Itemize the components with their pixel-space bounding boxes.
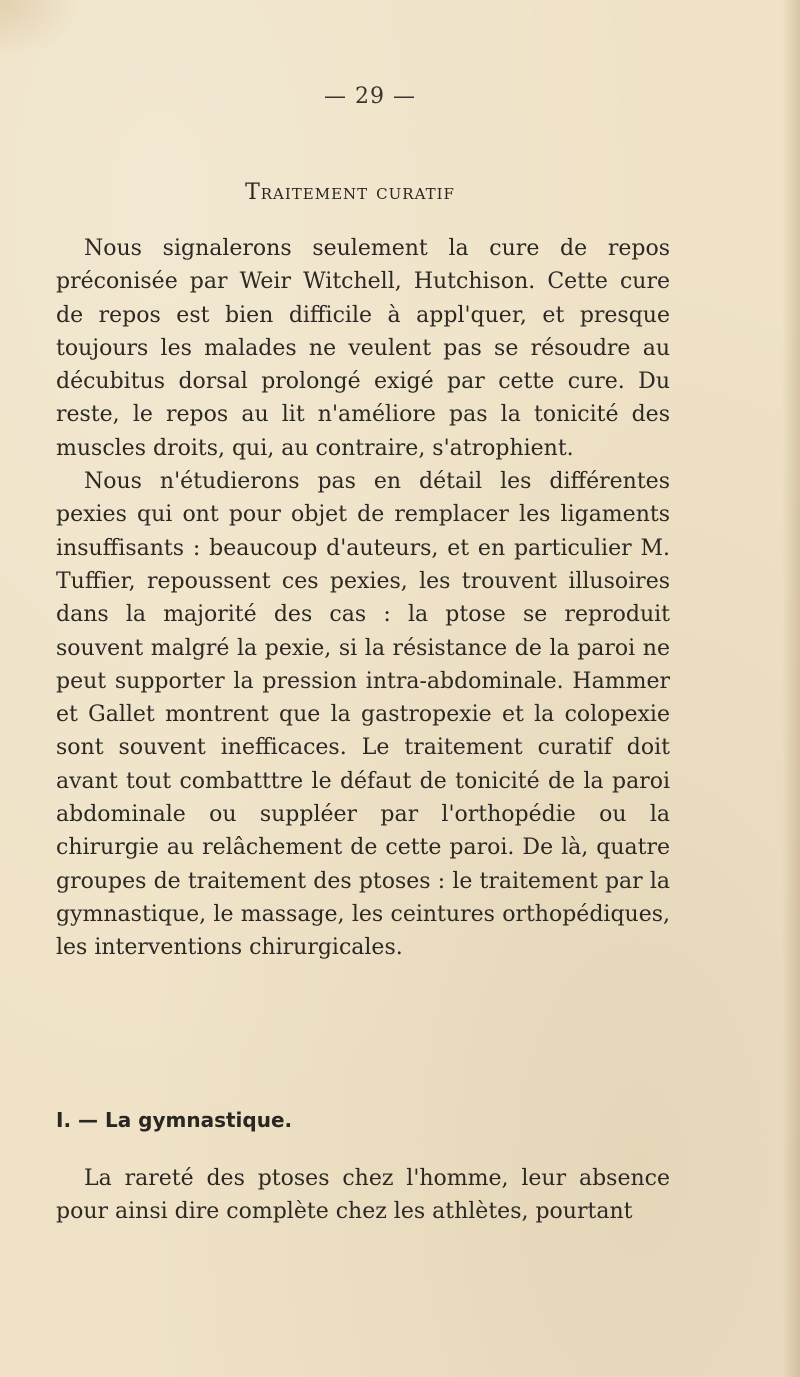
page-number: — 29 —	[324, 84, 416, 109]
paragraph-3: La rareté des ptoses chez l'homme, leur absence pour ainsi dire complète chez les athlètes, pourtant	[56, 1166, 670, 1225]
paper-stain	[0, 0, 80, 60]
section-title: Traitement curatif	[245, 180, 455, 205]
page-edge-shadow	[782, 0, 800, 1377]
subheading-gymnastique: I. — La gymnastique.	[56, 1108, 293, 1132]
body-text	[56, 232, 670, 965]
paragraph-1: Nous signalerons seulement la cure de repos préconisée par Weir Witchell, Hutchison. Cette cure de repos est bien difficile à appl'quer, et presque toujours les malades ne veulent pas se résoudre au décubitus dorsal prolongé exigé par cette cure. Du reste, le repos au lit n'améliore pas la tonicité des muscles droits, qui, au contraire, s'atrophient.	[56, 236, 670, 461]
body-text-continued	[56, 1162, 670, 1229]
paragraph-2: Nous n'étudierons pas en détail les différentes pexies qui ont pour objet de remplacer les ligaments insuffisants : beaucoup d'auteurs, et en particulier M. Tuffier, repoussent ces pexies, les trouvent illusoires dans la majorité des cas : la ptose se reproduit souvent malgré la pexie, si la résistance de la paroi ne peut supporter la pression intra-abdominale. Hammer et Gallet montrent que la gastropexie et la colopexie sont souvent inefficaces. Le traitement curatif doit avant tout combatttre le défaut de tonicité de la paroi abdominale ou suppléer par l'orthopédie ou la chirurgie au relâchement de cette paroi. De là, quatre groupes de traitement des ptoses : le traitement par la gymnastique, le massage, les ceintures orthopédiques, les interventions chirurgicales.	[56, 469, 670, 961]
